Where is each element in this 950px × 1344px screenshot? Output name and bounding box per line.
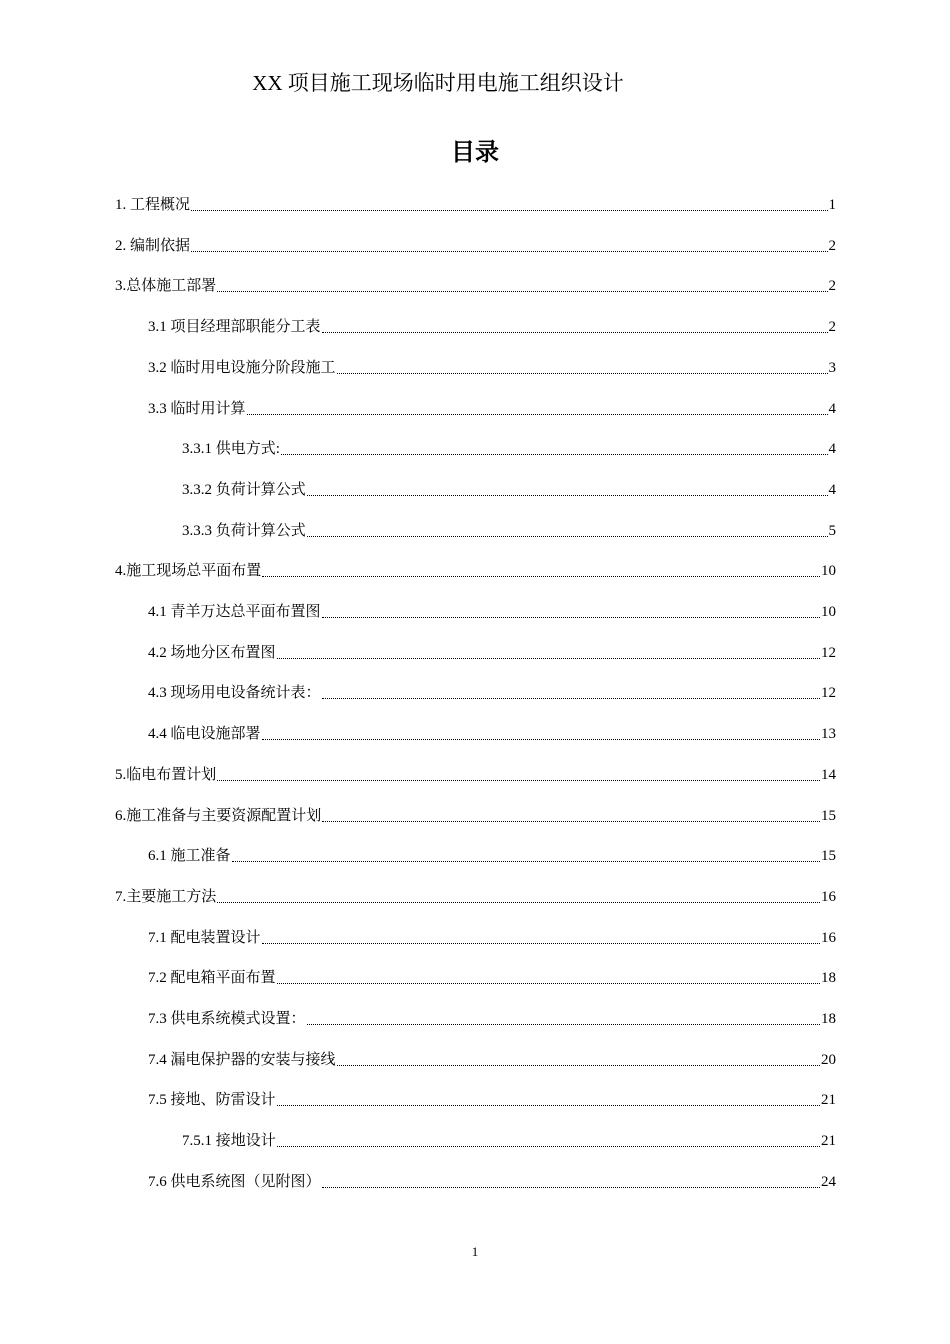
toc-entry-page: 4 — [828, 441, 836, 457]
toc-dot-leader — [277, 1145, 820, 1147]
toc-dot-leader — [191, 209, 827, 211]
toc-entry[interactable] — [115, 763, 836, 787]
toc-entry-page: 14 — [821, 767, 836, 783]
toc-entry-page: 1 — [828, 197, 836, 213]
toc-entry[interactable] — [148, 356, 836, 380]
toc-dot-leader — [262, 575, 820, 577]
toc-entry[interactable] — [148, 1088, 836, 1112]
toc-entry-page: 20 — [821, 1052, 836, 1068]
toc-entry[interactable] — [115, 193, 836, 217]
toc-entry-page: 12 — [821, 685, 836, 701]
toc-entry-page: 15 — [821, 808, 836, 824]
toc-dot-leader — [322, 820, 820, 822]
toc-entry[interactable] — [148, 315, 836, 339]
toc-entry-page: 3 — [828, 360, 836, 376]
toc-entry[interactable] — [148, 1007, 836, 1031]
toc-dot-leader — [322, 616, 820, 618]
toc-entry-page: 12 — [821, 645, 836, 661]
toc-entry-page: 16 — [821, 930, 836, 946]
toc-entry-label: 3.1 项目经理部职能分工表 — [148, 319, 321, 335]
toc-dot-leader — [322, 1186, 820, 1188]
toc-entry[interactable] — [115, 274, 836, 298]
toc-entry-page: 15 — [821, 848, 836, 864]
toc-entry-label: 4.1 青羊万达总平面布置图 — [148, 604, 321, 620]
toc-entry[interactable] — [115, 885, 836, 909]
toc-entry-label: 7.6 供电系统图（见附图） — [148, 1174, 321, 1190]
toc-entry-page: 4 — [828, 401, 836, 417]
toc-entry[interactable] — [148, 397, 836, 421]
toc-dot-leader — [277, 1104, 820, 1106]
toc-entry-page: 13 — [821, 726, 836, 742]
toc-entry[interactable] — [148, 600, 836, 624]
toc-entry-label: 3.2 临时用电设施分阶段施工 — [148, 360, 336, 376]
toc-entry[interactable] — [148, 844, 836, 868]
toc-entry-label: 5.临电布置计划 — [115, 767, 217, 783]
toc-entry-label: 3.总体施工部署 — [115, 278, 217, 294]
toc-entry[interactable] — [115, 804, 836, 828]
toc-entry[interactable] — [148, 1170, 836, 1194]
toc-entry-page: 2 — [828, 238, 836, 254]
toc-entry[interactable] — [182, 1129, 836, 1153]
toc-entry-label: 7.4 漏电保护器的安装与接线 — [148, 1052, 336, 1068]
toc-entry[interactable] — [148, 641, 836, 665]
toc-entry-label: 4.3 现场用电设备统计表： — [148, 685, 321, 701]
toc-dot-leader — [277, 657, 820, 659]
toc-entry[interactable] — [182, 478, 836, 502]
toc-entry-page: 2 — [828, 319, 836, 335]
toc-entry-label: 7.5.1 接地设计 — [182, 1133, 276, 1149]
toc-entry-label: 7.3 供电系统模式设置： — [148, 1011, 306, 1027]
toc-entry-label: 4.4 临电设施部署 — [148, 726, 261, 742]
toc-entry-label: 6.施工准备与主要资源配置计划 — [115, 808, 322, 824]
toc-entry[interactable] — [148, 722, 836, 746]
toc-heading: 目录 — [451, 138, 499, 166]
toc-entry-label: 7.2 配电箱平面布置 — [148, 970, 276, 986]
toc-entry-label: 7.主要施工方法 — [115, 889, 217, 905]
toc-dot-leader — [281, 453, 828, 455]
toc-entry-page: 16 — [821, 889, 836, 905]
toc-entry-page: 24 — [821, 1174, 836, 1190]
toc-dot-leader — [337, 372, 828, 374]
toc-entry-page: 18 — [821, 970, 836, 986]
document-title: XX 项目施工现场临时用电施工组织设计 — [252, 71, 624, 95]
toc-dot-leader — [247, 413, 828, 415]
toc-entry-label: 7.5 接地、防雷设计 — [148, 1092, 276, 1108]
toc-entry-page: 10 — [821, 563, 836, 579]
toc-entry[interactable] — [182, 437, 836, 461]
toc-entry-page: 21 — [821, 1133, 836, 1149]
toc-dot-leader — [217, 779, 820, 781]
toc-entry-page: 4 — [828, 482, 836, 498]
toc-dot-leader — [337, 1064, 820, 1066]
toc-entry-page: 21 — [821, 1092, 836, 1108]
toc-dot-leader — [277, 982, 820, 984]
toc-entry-label: 3.3.3 负荷计算公式 — [182, 523, 306, 539]
toc-entry-label: 6.1 施工准备 — [148, 848, 231, 864]
toc-dot-leader — [262, 942, 820, 944]
toc-entry-label: 3.3.1 供电方式: — [182, 441, 280, 457]
toc-dot-leader — [191, 250, 827, 252]
toc-dot-leader — [307, 1023, 820, 1025]
toc-entry-label: 4.2 场地分区布置图 — [148, 645, 276, 661]
page-number: 1 — [471, 1244, 479, 1259]
toc-entry-label: 4.施工现场总平面布置 — [115, 563, 262, 579]
toc-entry[interactable] — [148, 1048, 836, 1072]
toc-dot-leader — [262, 738, 820, 740]
toc-entry-page: 18 — [821, 1011, 836, 1027]
toc-dot-leader — [217, 290, 827, 292]
toc-entry-label: 2. 编制依据 — [115, 238, 191, 254]
toc-entry-label: 3.3.2 负荷计算公式 — [182, 482, 306, 498]
toc-dot-leader — [307, 494, 828, 496]
toc-entry-label: 1. 工程概况 — [115, 197, 191, 213]
toc-entry-label: 3.3 临时用计算 — [148, 401, 246, 417]
toc-entry[interactable] — [115, 559, 836, 583]
toc-dot-leader — [307, 535, 828, 537]
toc-dot-leader — [322, 331, 828, 333]
toc-entry-label: 7.1 配电装置设计 — [148, 930, 261, 946]
toc-dot-leader — [322, 697, 820, 699]
toc-entry-page: 5 — [828, 523, 836, 539]
toc-entry[interactable] — [148, 926, 836, 950]
toc-entry-page: 2 — [828, 278, 836, 294]
toc-entry[interactable] — [182, 519, 836, 543]
toc-dot-leader — [217, 901, 820, 903]
toc-entry[interactable] — [148, 681, 836, 705]
toc-entry[interactable] — [115, 234, 836, 258]
toc-entry[interactable] — [148, 966, 836, 990]
toc-entry-page: 10 — [821, 604, 836, 620]
toc-dot-leader — [232, 860, 820, 862]
